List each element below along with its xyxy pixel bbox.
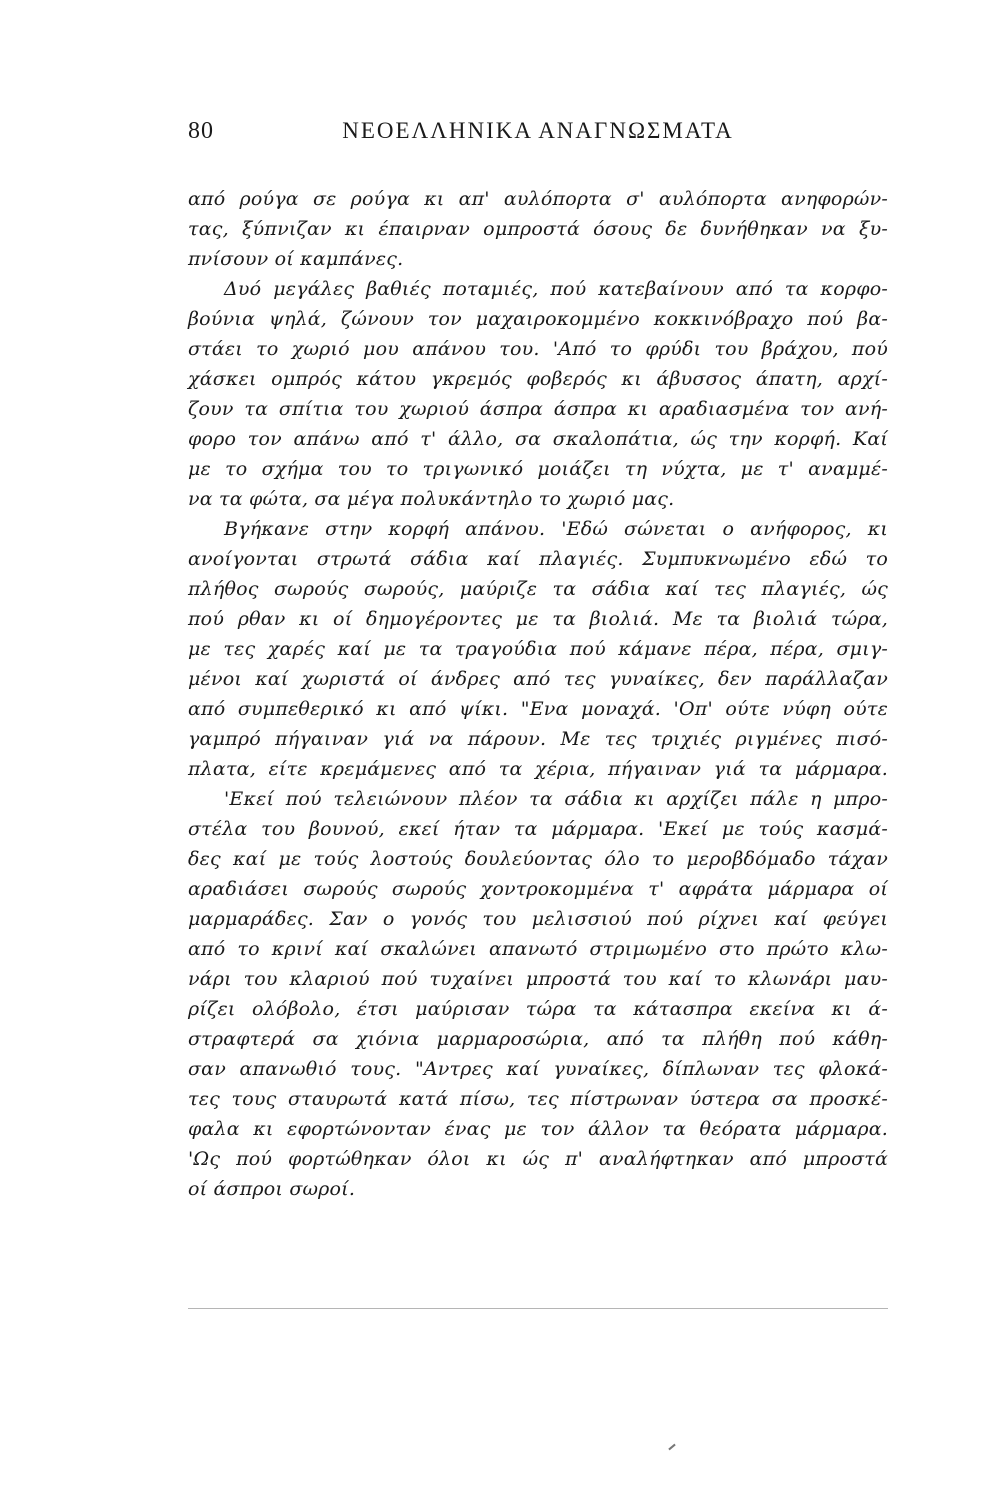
text-line: πνίσουν οί καμπάνες. — [188, 248, 404, 270]
text-line: φαλα κι εφορτώνονταν ένας με τον άλλον τα θεόρατα μάρμαρα. — [188, 1118, 888, 1140]
text-line: αραδιάσει σωρούς σωρούς χοντροκομμένα τ' αφράτα μάρμαρα οί — [188, 878, 888, 900]
text-line: νάρι του κλαριού πού τυχαίνει μπροστά του καί το κλωνάρι μαυ- — [188, 968, 888, 990]
text-line: με τες χαρές καί με τα τραγούδια πού κάμανε πέρα, πέρα, σμιγ- — [188, 638, 888, 660]
paragraph-start-line: Βγήκανε στην κορφή απάνου. 'Εδώ σώνεται ο ανήφορος, κι — [224, 518, 888, 540]
ink-mark — [668, 1444, 675, 1451]
text-line: βούνια ψηλά, ζώνουν τον μαχαιροκομμένο κοκκινόβραχο πού βα- — [188, 308, 888, 330]
text-line: στραφτερά σα χιόνια μαρμαροσώρια, από τα πλήθη πού κάθη- — [188, 1028, 888, 1050]
paragraph-start-line: 'Εκεί πού τελειώνουν πλέον τα σάδια κι αρχίζει πάλε η μπρο- — [224, 788, 888, 810]
page-header — [188, 118, 888, 152]
text-line: από ρούγα σε ρούγα κι απ' αυλόπορτα σ' αυλόπορτα ανηφορών- — [188, 188, 888, 210]
text-line: οί άσπροι σωροί. — [188, 1178, 356, 1200]
paragraph-start-line: Δυό μεγάλες βαθιές ποταμιές, πού κατεβαίνουν από τα κορφο- — [224, 278, 888, 300]
text-line: ανοίγονται στρωτά σάδια καί πλαγιές. Συμπυκνωμένο εδώ το — [188, 548, 888, 570]
text-line: φορο τον απάνω από τ' άλλο, σα σκαλοπάτια, ώς την κορφή. Καί — [188, 428, 888, 450]
text-line: μαρμαράδες. Σαν ο γονός του μελισσιού πού ρίχνει καί φεύγει — [188, 908, 888, 930]
page-number: 80 — [188, 118, 214, 144]
text-line: χάσκει ομπρός κάτου γκρεμός φοβερός κι άβυσσος άπατη, αρχί- — [188, 368, 888, 390]
text-line: μένοι καί χωριστά οί άνδρες από τες γυναίκες, δεν παράλλαζαν — [188, 668, 888, 690]
text-line: τες τους σταυρωτά κατά πίσω, τες πίστρωναν ύστερα σα προσκέ- — [188, 1088, 888, 1110]
text-line: από συμπεθερικό κι από ψίκι. "Ενα μοναχά. 'Οπ' ούτε νύφη ούτε — [188, 698, 888, 720]
text-line: στάει το χωριό μου απάνου του. 'Από το φρύδι του βράχου, πού — [188, 338, 888, 360]
body-text — [188, 184, 888, 1204]
running-title: ΝΕΟΕΛΛΗΝΙΚΑ ΑΝΑΓΝΩΣΜΑΤΑ — [342, 118, 734, 143]
text-line: ρίζει ολόβολο, έτσι μαύρισαν τώρα τα κάτασπρα εκείνα κι ά- — [188, 998, 888, 1020]
text-line: σαν απανωθιό τους. "Αντρες καί γυναίκες, δίπλωναν τες φλοκά- — [188, 1058, 888, 1080]
text-line: 'Ως πού φορτώθηκαν όλοι κι ώς π' αναλήφτηκαν από μπροστά — [188, 1148, 888, 1170]
text-line: πλατα, είτε κρεμάμενες από τα χέρια, πήγαιναν γιά τα μάρμαρα. — [188, 758, 888, 780]
text-line: δες καί με τούς λοστούς δουλεύοντας όλο το μεροβδόμαδο τάχαν — [188, 848, 888, 870]
text-line: ζουν τα σπίτια του χωριού άσπρα άσπρα κι αραδιασμένα τον ανή- — [188, 398, 888, 420]
text-line: με το σχήμα του το τριγωνικό μοιάζει τη νύχτα, με τ' αναμμέ- — [188, 458, 888, 480]
rule-divider — [188, 1308, 888, 1309]
text-line: τας, ξύπνιζαν κι έπαιρναν ομπροστά όσους δε δυνήθηκαν να ξυ- — [188, 218, 888, 240]
text-line: πού ρθαν κι οί δημογέροντες με τα βιολιά. Με τα βιολιά τώρα, — [188, 608, 888, 630]
text-line: στέλα του βουνού, εκεί ήταν τα μάρμαρα. 'Εκεί με τούς κασμά- — [188, 818, 888, 840]
text-line: από το κρινί καί σκαλώνει απανωτό στριμωμένο στο πρώτο κλω- — [188, 938, 888, 960]
text-line: να τα φώτα, σα μέγα πολυκάντηλο το χωριό μας. — [188, 488, 675, 510]
text-line: πλήθος σωρούς σωρούς, μαύριζε τα σάδια καί τες πλαγιές, ώς — [188, 578, 888, 600]
text-line: γαμπρό πήγαιναν γιά να πάρουν. Με τες τριχιές ριγμένες πισό- — [188, 728, 888, 750]
